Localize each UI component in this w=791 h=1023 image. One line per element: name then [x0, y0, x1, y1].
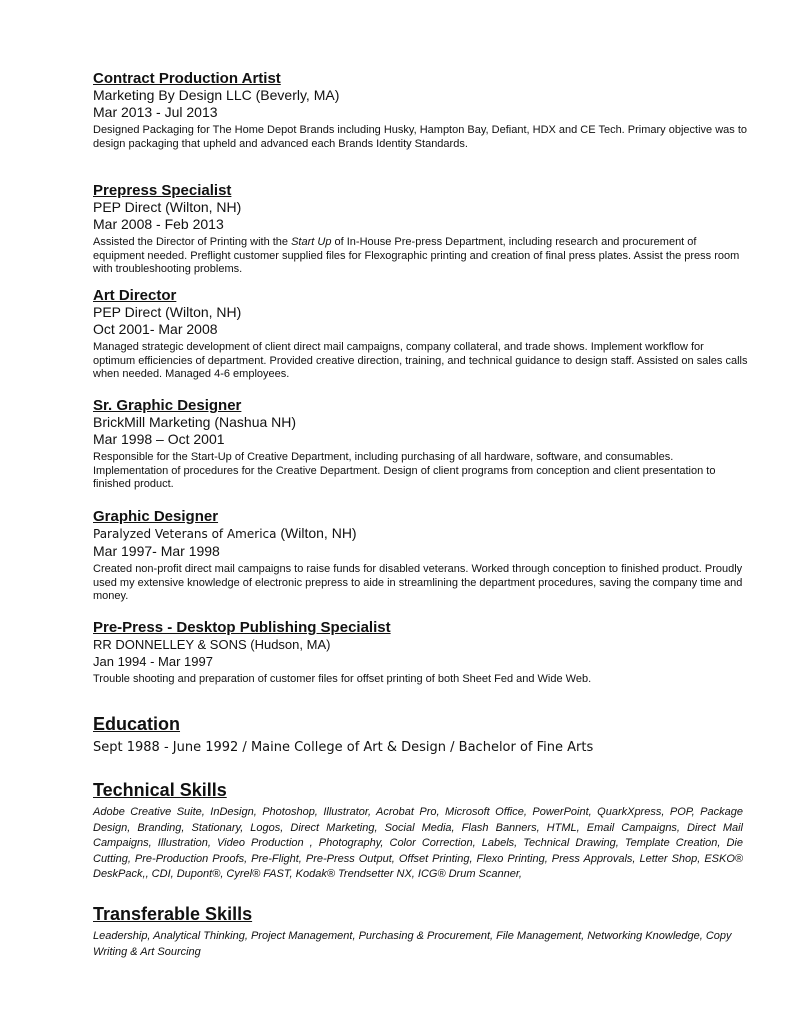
technical-skills-section: [93, 779, 753, 883]
job-description-text: Assisted the Director of Printing with the: [93, 236, 292, 248]
education-section: [93, 713, 753, 757]
job-title: Contract Production Artist: [93, 70, 281, 87]
transferable-skills-section: [93, 903, 753, 960]
job-title: Art Director: [93, 287, 177, 304]
job-description: [93, 236, 748, 277]
job-organization-name: Paralyzed Veterans of America: [93, 527, 277, 541]
section-title: Education: [93, 714, 181, 734]
job-organization: BrickMill Marketing (Nashua NH): [93, 414, 297, 430]
job-title: Prepress Specialist: [93, 182, 232, 199]
job-entry: [93, 508, 753, 604]
job-dates: Jan 1994 - Mar 1997: [93, 654, 213, 669]
technical-skills-text: Adobe Creative Suite, InDesign, Photoshop, Illustrator, Acrobat Pro, Microsoft Office, PowerPoint, QuarkXpress, POP, Package Design, Branding, Stationary, Logos, Direct Marketing, Social Media, Flash Banners, HTML, Email Campaigns, Direct Mail Campaigns, Illustration, Video Production , Photography, Color Correction, Labels, Technical Drawing, Template Creation, Die Cutting, Pre-Production Proofs, Pre-Flight, Pre-Press Output, Offset Printing, Flexo Printing, Press Approvals, Letter Shop, ESKO® DeskPack,, CDI, Dupont®, Cyrel® FAST, Kodak® Trendsetter NX, ICG® Drum Scanner,: [93, 806, 743, 880]
section-title: Transferable Skills: [93, 904, 253, 924]
job-dates: Mar 1997- Mar 1998: [93, 543, 220, 559]
job-description-text: of In-House Pre-press Department, including research and procurement of equipment needed. Preflight customer supplied files for Flexographic printing and creation of final press plates. Assist the press room with troubleshooting problems.: [93, 236, 740, 275]
job-entry: [93, 287, 753, 382]
job-entry: [93, 619, 753, 687]
job-dates: Mar 2013 - Jul 2013: [93, 104, 218, 120]
education-line: Sept 1988 - June 1992 / Maine College of Art & Design / Bachelor of Fine Arts: [93, 740, 594, 755]
job-entry: [93, 70, 753, 151]
job-dates: Mar 2008 - Feb 2013: [93, 216, 224, 232]
job-description-emphasis: Start Up: [291, 236, 332, 248]
job-description: Responsible for the Start-Up of Creative Department, including purchasing of all hardware, software, and consumables. Implementation of procedures for the Creative Department. Design of client programs from conception and client presentation to finished product.: [93, 451, 716, 490]
job-description: Managed strategic development of client direct mail campaigns, company collateral, and trade shows. Implement workflow for optimum efficiencies of department. Provided creative direction, training, and technical guidance to design staff. Assisted on sales calls when needed. Managed 4-6 employees.: [93, 341, 748, 380]
job-dates: Oct 2001- Mar 2008: [93, 321, 218, 337]
job-description: Designed Packaging for The Home Depot Brands including Husky, Hampton Bay, Defiant, HDX and CE Tech. Primary objective was to design packaging that upheld and advanced each Brands Identity Standards.: [93, 124, 748, 150]
transferable-skills-text: Leadership, Analytical Thinking, Project Management, Purchasing & Procurement, File Management, Networking Knowledge, Copy Writing & Art Sourcing: [93, 930, 732, 958]
job-dates: Mar 1998 – Oct 2001: [93, 431, 225, 447]
job-organization-location: (Wilton, NH): [276, 525, 357, 541]
job-organization: RR DONNELLEY & SONS (Hudson, MA): [93, 637, 331, 652]
job-entry: [93, 182, 753, 277]
job-description: Created non-profit direct mail campaigns to raise funds for disabled veterans. Worked through conception to finished product. Proudly used my extensive knowledge of electronic prepress to aide in streamlining the department procedures, saving the company time and money.: [93, 563, 743, 602]
job-description: Trouble shooting and preparation of customer files for offset printing of both Sheet Fed and Wide Web.: [93, 673, 592, 685]
job-title: Pre-Press - Desktop Publishing Specialist: [93, 619, 391, 636]
job-organization: Marketing By Design LLC (Beverly, MA): [93, 87, 340, 103]
job-organization: [93, 525, 753, 543]
job-organization: PEP Direct (Wilton, NH): [93, 199, 242, 215]
job-title: Graphic Designer: [93, 508, 219, 525]
job-title: Sr. Graphic Designer: [93, 397, 242, 414]
section-title: Technical Skills: [93, 780, 227, 800]
job-organization: PEP Direct (Wilton, NH): [93, 304, 242, 320]
job-entry: [93, 397, 753, 492]
